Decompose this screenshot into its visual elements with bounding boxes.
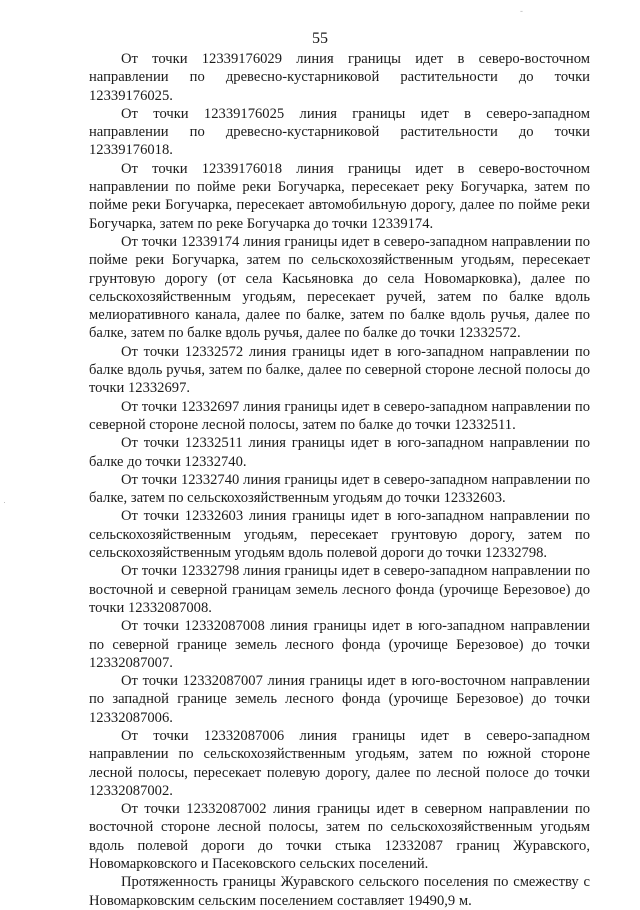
paragraph: От точки 12332740 линия границы идет в северо-западном направлении по балке, затем по сельскохозяйственным угодьям до точки 12332603. — [89, 471, 590, 507]
paragraph: От точки 12332087007 линия границы идет в юго-восточном направлении по западной границе земель лесного фонда (урочище Березовое) до точки 12332087006. — [89, 673, 590, 726]
paragraph: От точки 12339176029 линия границы идет в северо-восточном направлении по древесно-кустарниковой растительности до точки 12339176025. — [89, 51, 590, 104]
scan-mark-left: · — [3, 497, 6, 507]
paragraph: От точки 12339176025 линия границы идет в северо-западном направлении по древесно-кустарниковой растительности до точки 12339176018. — [89, 105, 590, 159]
paragraph: От точки 12332572 линия границы идет в юго-западном направлении по балке вдоль ручья, затем по балке, далее по северной стороне лесной полосы до точки 12332697. — [89, 343, 590, 397]
paragraph: От точки 12332603 линия границы идет в юго-западном направлении по сельскохозяйственным угодьям, пересекает грунтовую дорогу, затем по сельскохозяйственным угодьям вдоль полевой дороги до точки 12332798. — [89, 508, 590, 562]
paragraph: От точки 12339176018 линия границы идет в северо-восточном направлении по пойме реки Богучарка, пересекает реку Богучарка, затем по пойме реки Богучарка, пересекает автомобильную дорогу, далее по пойме реки Богучарка, затем по реке Богучарка до точки 12339174. — [89, 160, 590, 232]
paragraph: От точки 12332697 линия границы идет в северо-западном направлении по северной стороне лесной полосы, затем по балке до точки 12332511. — [89, 398, 590, 433]
scan-mark-top: ‐ — [520, 6, 523, 16]
paragraph: От точки 12332798 линия границы идет в северо-западном направлении по восточной и северной границам земель лесного фонда (урочище Березовое) до точки 12332087008. — [89, 563, 590, 616]
paragraph: Протяженность границы Журавского сельского поселения по смежеству с Новомарковским сельским поселением составляет 19490,9 м. — [89, 874, 590, 909]
paragraph: От точки 12332087006 линия границы идет в северо-западном направлении по сельскохозяйственным угодьям, затем по южной стороне лесной полосы, пересекает полевую дорогу, далее по лесной полосе до точки 12332087002. — [89, 727, 590, 799]
page-number: 55 — [312, 30, 328, 47]
paragraph: От точки 12339174 линия границы идет в северо-западном направлении по пойме реки Богучарка, затем по сельскохозяйственным угодьям, пересекает грунтовую дорогу (от села Касьяновка до села Новомарковка), далее по сельскохозяйственным угодьям, пересекает ручей, затем по балке вдоль мелиоративного канала, далее по балке, затем по балке вдоль ручья, далее по балке, затем по балке вдоль ручья, далее по балке до точки 12332572. — [89, 233, 590, 342]
paragraph: От точки 12332087002 линия границы идет в северном направлении по восточной стороне лесной полосы, затем по сельскохозяйственным угодьям вдоль полевой дороги до точки стыка 12332087 границ Журавского, Новомарковского и Пасековского сельских поселений. — [89, 801, 590, 873]
document-body — [89, 50, 590, 910]
paragraph: От точки 12332511 линия границы идет в юго-западном направлении по балке до точки 12332740. — [89, 435, 590, 470]
paragraph: От точки 12332087008 линия границы идет в юго-западном направлении по северной границе земель лесного фонда (урочище Березовое) до точки 12332087007. — [89, 618, 590, 671]
